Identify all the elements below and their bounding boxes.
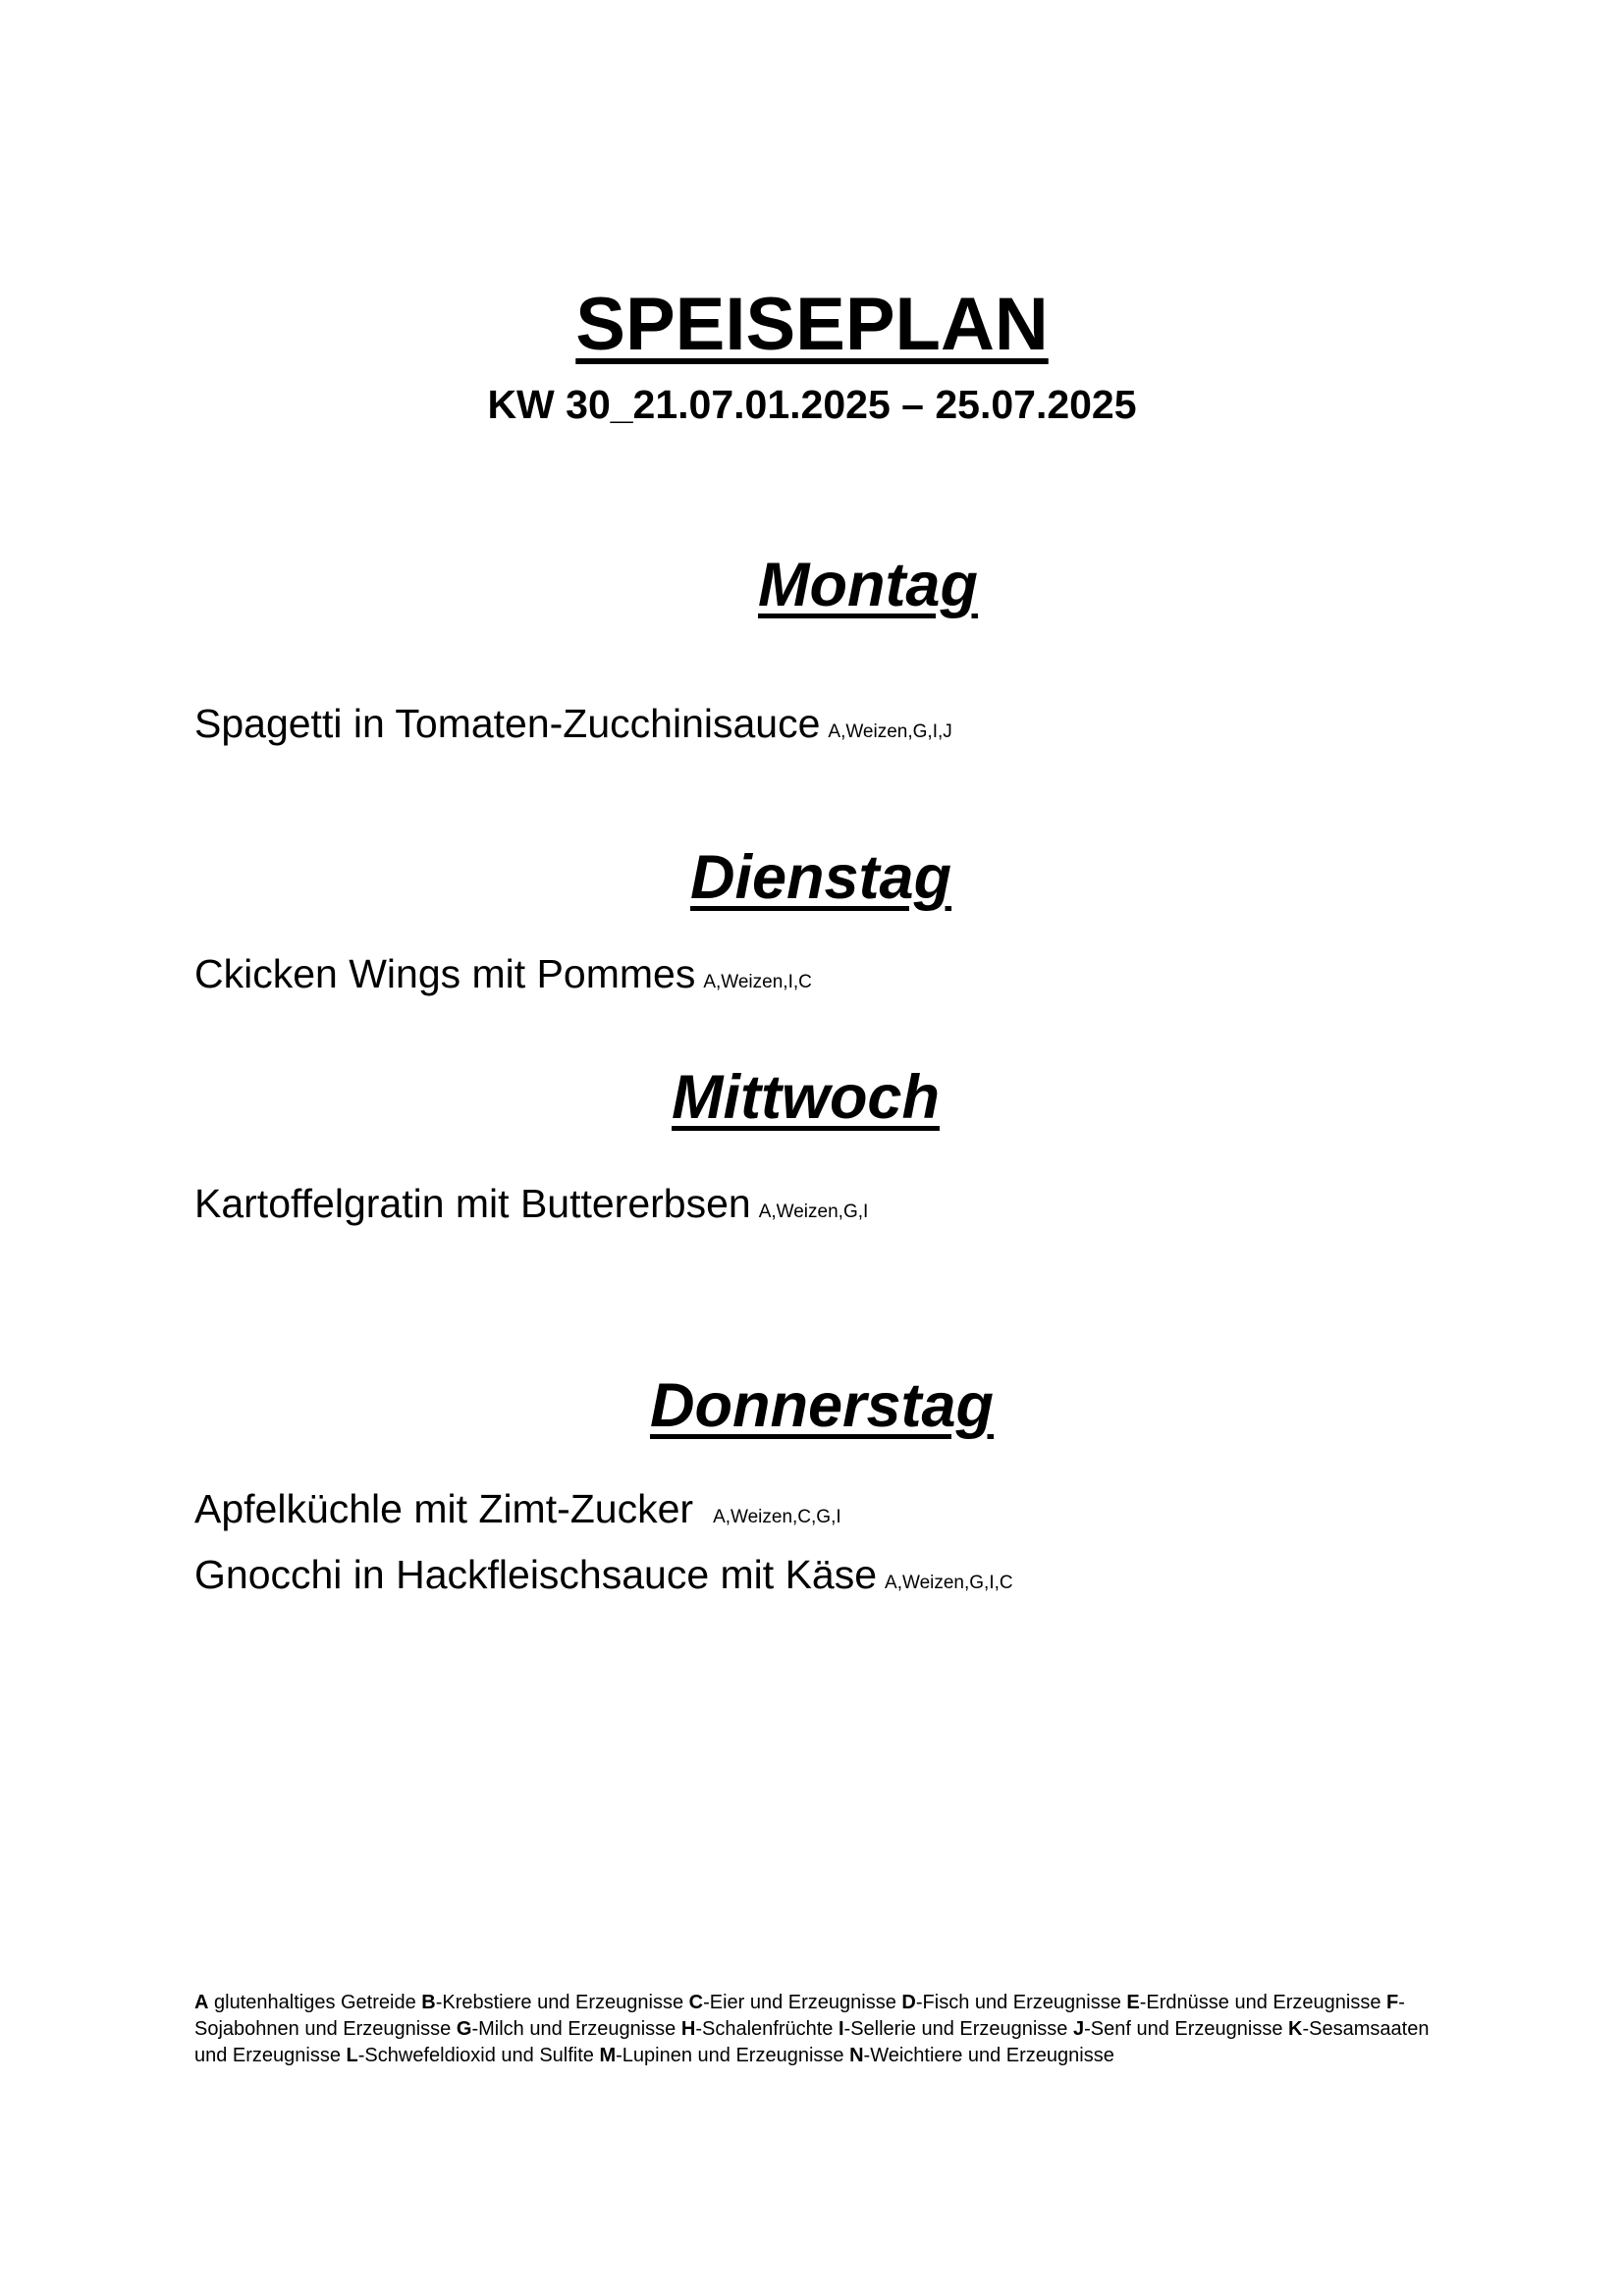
page-title: SPEISEPLAN bbox=[575, 283, 1049, 366]
legend-text: -Weichtiere und Erzeugnisse bbox=[863, 2045, 1114, 2066]
dish-name: Gnocchi in Hackfleischsauce mit Käse bbox=[194, 1552, 878, 1597]
legend-code: G bbox=[456, 2018, 472, 2040]
legend-code: N bbox=[849, 2045, 864, 2066]
legend-code: I bbox=[838, 2018, 844, 2040]
legend-text: -Sesamsaaten und Erzeugnisse bbox=[194, 2018, 1430, 2066]
legend-text: -Sellerie und Erzeugnisse bbox=[843, 2018, 1073, 2040]
day-heading-dienstag: Dienstag bbox=[690, 843, 952, 912]
legend-code: D bbox=[901, 1992, 916, 2013]
legend-text: -Lupinen und Erzeugnisse bbox=[616, 2045, 850, 2066]
legend-text: -Milch und Erzeugnisse bbox=[471, 2018, 681, 2040]
dish-mittwoch-1 bbox=[194, 1181, 869, 1226]
legend-code: E bbox=[1126, 1992, 1140, 2013]
dish-name: Kartoffelgratin mit Buttererbsen bbox=[194, 1181, 751, 1226]
legend-code: L bbox=[346, 2045, 358, 2066]
allergen-legend bbox=[194, 1990, 1461, 2069]
legend-text: -Schalenfrüchte bbox=[695, 2018, 839, 2040]
dish-montag-1 bbox=[194, 701, 952, 746]
legend-text: -Sojabohnen und Erzeugnisse bbox=[194, 1992, 1405, 2040]
legend-code: F bbox=[1386, 1992, 1399, 2013]
legend-code: J bbox=[1073, 2018, 1085, 2040]
dish-allergens: A,Weizen,G,I,J bbox=[828, 721, 952, 742]
dish-name: Spagetti in Tomaten-Zucchinisauce bbox=[194, 701, 821, 746]
dish-name: Ckicken Wings mit Pommes bbox=[194, 951, 696, 996]
legend-text: -Erdnüsse und Erzeugnisse bbox=[1139, 1992, 1387, 2013]
day-heading-donnerstag: Donnerstag bbox=[650, 1371, 995, 1440]
dish-allergens: A,Weizen,I,C bbox=[703, 972, 812, 992]
legend-text: -Fisch und Erzeugnisse bbox=[915, 1992, 1127, 2013]
legend-text: -Senf und Erzeugnisse bbox=[1084, 2018, 1289, 2040]
legend-text: glutenhaltiges Getreide bbox=[208, 1992, 422, 2013]
dish-donnerstag-2 bbox=[194, 1552, 1013, 1597]
legend-code: H bbox=[680, 2018, 696, 2040]
dish-dienstag-1 bbox=[194, 951, 812, 996]
legend-text: -Eier und Erzeugnisse bbox=[703, 1992, 902, 2013]
legend-code: K bbox=[1288, 2018, 1303, 2040]
legend-code: B bbox=[421, 1992, 436, 2013]
dish-name: Apfelküchle mit Zimt-Zucker bbox=[194, 1486, 694, 1531]
day-heading-mittwoch: Mittwoch bbox=[672, 1063, 940, 1132]
dish-allergens: A,Weizen,G,I bbox=[758, 1201, 869, 1222]
dish-allergens: A,Weizen,C,G,I bbox=[713, 1507, 841, 1527]
dish-allergens: A,Weizen,G,I,C bbox=[885, 1573, 1013, 1593]
dish-donnerstag-1 bbox=[194, 1486, 841, 1531]
week-range: KW 30_21.07.01.2025 – 25.07.2025 bbox=[487, 382, 1137, 427]
legend-code: A bbox=[194, 1992, 209, 2013]
day-heading-montag: Montag bbox=[758, 551, 978, 619]
legend-code: C bbox=[688, 1992, 704, 2013]
legend-code: M bbox=[599, 2045, 617, 2066]
legend-text: -Schwefeldioxid und Sulfite bbox=[357, 2045, 600, 2066]
legend-text: -Krebstiere und Erzeugnisse bbox=[435, 1992, 689, 2013]
